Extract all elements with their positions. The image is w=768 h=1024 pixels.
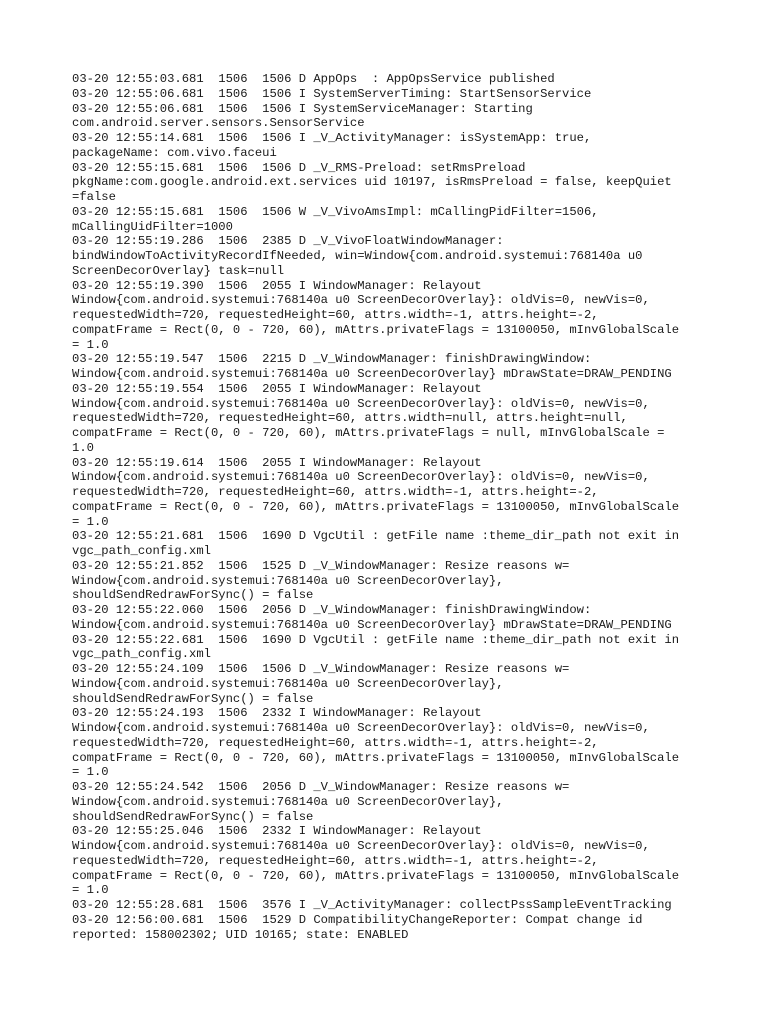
log-line: Window{com.android.systemui:768140a u0 ScreenDecorOverlay}: oldVis=0, newVis=0, bbox=[72, 396, 650, 411]
log-line: compatFrame = Rect(0, 0 - 720, 60), mAttrs.privateFlags = 13100050, mInvGlobalScale bbox=[72, 868, 680, 883]
log-line: Window{com.android.systemui:768140a u0 ScreenDecorOverlay} mDrawState=DRAW_PENDING bbox=[72, 617, 672, 632]
log-line: Window{com.android.systemui:768140a u0 ScreenDecorOverlay}: oldVis=0, newVis=0, bbox=[72, 721, 650, 735]
log-line: requestedWidth=720, requestedHeight=60, attrs.width=-1, attrs.height=-2, bbox=[72, 308, 599, 322]
log-line: shouldSendRedrawForSync() = false bbox=[72, 588, 314, 603]
log-line: 03-20 12:55:22.681 1506 1690 D VgcUtil : getFile name :theme_dir_path not exit in bbox=[72, 632, 680, 647]
log-line: = 1.0 bbox=[72, 765, 109, 780]
log-line: = 1.0 bbox=[72, 883, 109, 898]
log-document bbox=[72, 72, 712, 942]
log-line: 03-20 12:55:15.681 1506 1506 D _V_RMS-Preload: setRmsPreload bbox=[72, 160, 526, 175]
log-line: pkgName:com.google.android.ext.services uid 10197, isRmsPreload = false, keepQuiet bbox=[72, 175, 672, 190]
log-line: 03-20 12:55:22.060 1506 2056 D _V_WindowManager: finishDrawingWindow: bbox=[72, 603, 592, 617]
log-line: Window{com.android.systemui:768140a u0 ScreenDecorOverlay}, bbox=[72, 573, 504, 588]
log-line: Window{com.android.systemui:768140a u0 ScreenDecorOverlay}, bbox=[72, 794, 504, 809]
log-line: 03-20 12:55:03.681 1506 1506 D AppOps : AppOpsService published bbox=[72, 72, 555, 86]
log-line: 03-20 12:55:15.681 1506 1506 W _V_VivoAmsImpl: mCallingPidFilter=1506, bbox=[72, 204, 599, 219]
log-line: 03-20 12:55:19.547 1506 2215 D _V_WindowManager: finishDrawingWindow: bbox=[72, 352, 592, 367]
log-line: 03-20 12:55:24.542 1506 2056 D _V_WindowManager: Resize reasons w= bbox=[72, 780, 570, 794]
log-line: requestedWidth=720, requestedHeight=60, attrs.width=-1, attrs.height=-2, bbox=[72, 485, 599, 499]
log-line: 03-20 12:55:06.681 1506 1506 I SystemServerTiming: StartSensorService bbox=[72, 86, 592, 101]
log-line: =false bbox=[72, 190, 116, 204]
log-line: com.android.server.sensors.SensorService bbox=[72, 116, 365, 131]
log-line: ScreenDecorOverlay} task=null bbox=[72, 263, 285, 278]
log-line: 03-20 12:55:14.681 1506 1506 I _V_ActivityManager: isSystemApp: true, bbox=[72, 131, 592, 145]
log-line: compatFrame = Rect(0, 0 - 720, 60), mAttrs.privateFlags = 13100050, mInvGlobalScale bbox=[72, 322, 680, 337]
log-line: packageName: com.vivo.faceui bbox=[72, 145, 277, 160]
log-line: 03-20 12:55:28.681 1506 3576 I _V_ActivityManager: collectPssSampleEventTracking bbox=[72, 898, 672, 912]
log-line: = 1.0 bbox=[72, 337, 109, 352]
log-line: = 1.0 bbox=[72, 514, 109, 529]
log-line: 03-20 12:55:19.390 1506 2055 I WindowManager: Relayout bbox=[72, 278, 482, 293]
log-line: 03-20 12:55:24.193 1506 2332 I WindowManager: Relayout bbox=[72, 706, 482, 721]
log-line: 03-20 12:55:19.554 1506 2055 I WindowManager: Relayout bbox=[72, 381, 482, 396]
log-line: bindWindowToActivityRecordIfNeeded, win=Window{com.android.systemui:768140a u0 bbox=[72, 249, 643, 263]
log-line: requestedWidth=720, requestedHeight=60, attrs.width=-1, attrs.height=-2, bbox=[72, 853, 599, 868]
log-line: 03-20 12:55:24.109 1506 1506 D _V_WindowManager: Resize reasons w= bbox=[72, 662, 570, 676]
log-line: 03-20 12:55:19.614 1506 2055 I WindowManager: Relayout bbox=[72, 455, 482, 470]
log-line: vgc_path_config.xml bbox=[72, 544, 211, 558]
log-lines bbox=[72, 72, 712, 942]
log-line: 03-20 12:55:21.852 1506 1525 D _V_WindowManager: Resize reasons w= bbox=[72, 558, 570, 573]
log-line: compatFrame = Rect(0, 0 - 720, 60), mAttrs.privateFlags = null, mInvGlobalScale = bbox=[72, 426, 665, 440]
log-line: 03-20 12:55:25.046 1506 2332 I WindowManager: Relayout bbox=[72, 824, 482, 839]
log-line: vgc_path_config.xml bbox=[72, 647, 211, 662]
log-line: Window{com.android.systemui:768140a u0 ScreenDecorOverlay}: oldVis=0, newVis=0, bbox=[72, 470, 650, 485]
log-line: reported: 158002302; UID 10165; state: ENABLED bbox=[72, 927, 409, 942]
log-line: Window{com.android.systemui:768140a u0 ScreenDecorOverlay}: oldVis=0, newVis=0, bbox=[72, 839, 650, 853]
log-line: requestedWidth=720, requestedHeight=60, attrs.width=-1, attrs.height=-2, bbox=[72, 735, 599, 750]
log-line: requestedWidth=720, requestedHeight=60, attrs.width=null, attrs.height=null, bbox=[72, 411, 628, 426]
log-line: Window{com.android.systemui:768140a u0 ScreenDecorOverlay} mDrawState=DRAW_PENDING bbox=[72, 367, 672, 381]
log-line: shouldSendRedrawForSync() = false bbox=[72, 809, 314, 824]
log-line: shouldSendRedrawForSync() = false bbox=[72, 691, 314, 706]
log-line: Window{com.android.systemui:768140a u0 ScreenDecorOverlay}, bbox=[72, 676, 504, 691]
log-line: 03-20 12:56:00.681 1506 1529 D CompatibilityChangeReporter: Compat change id bbox=[72, 912, 643, 927]
log-line: 03-20 12:55:19.286 1506 2385 D _V_VivoFloatWindowManager: bbox=[72, 234, 504, 249]
log-line: compatFrame = Rect(0, 0 - 720, 60), mAttrs.privateFlags = 13100050, mInvGlobalScale bbox=[72, 499, 680, 514]
log-line: mCallingUidFilter=1000 bbox=[72, 219, 233, 234]
log-line: 03-20 12:55:21.681 1506 1690 D VgcUtil : getFile name :theme_dir_path not exit in bbox=[72, 529, 680, 544]
log-line: 1.0 bbox=[72, 440, 94, 455]
log-line: compatFrame = Rect(0, 0 - 720, 60), mAttrs.privateFlags = 13100050, mInvGlobalScale bbox=[72, 750, 680, 765]
log-line: 03-20 12:55:06.681 1506 1506 I SystemServiceManager: Starting bbox=[72, 101, 533, 116]
log-line: Window{com.android.systemui:768140a u0 ScreenDecorOverlay}: oldVis=0, newVis=0, bbox=[72, 293, 650, 308]
